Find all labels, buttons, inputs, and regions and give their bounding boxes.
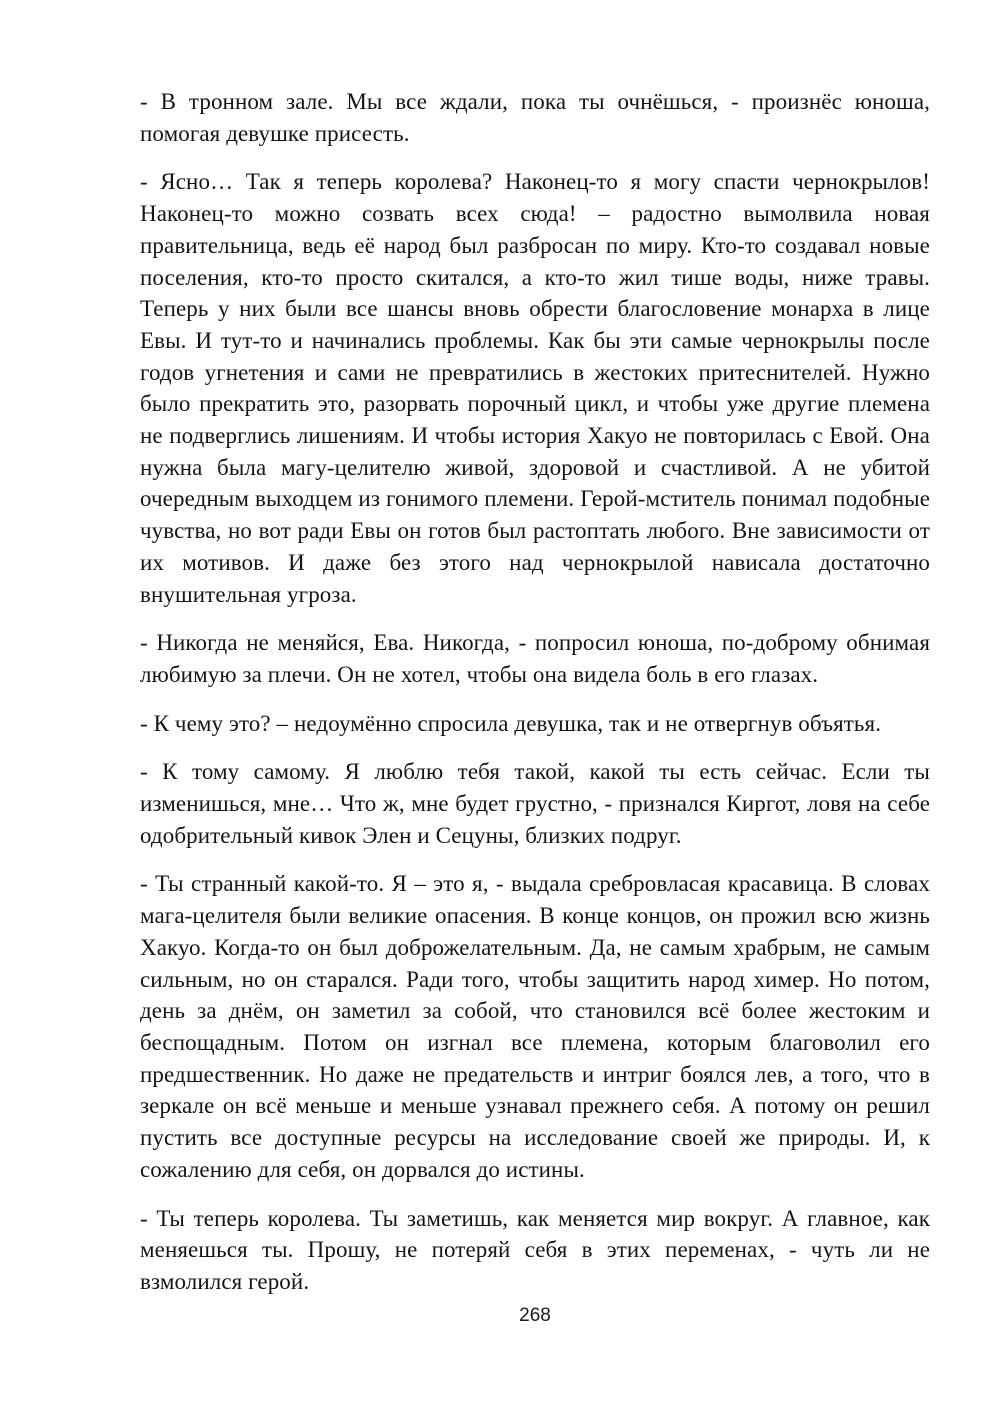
paragraph-7: - Ты теперь королева. Ты заметишь, как меняется мир вокруг. А главное, как меняешься ты. Прошу, не потеряй себя в этих переменах, - чуть ли не взмолился герой. xyxy=(140,1205,930,1294)
paragraph-4: - К чему это? – недоумённо спросила девушка, так и не отвергнув объятья. xyxy=(140,710,882,736)
text-block xyxy=(140,86,930,1315)
page-number: 268 xyxy=(519,1305,551,1326)
paragraph-2: - Ясно… Так я теперь королева? Наконец-то я могу спасти чернокрылов! Наконец-то можно созвать всех сюда! – радостно вымолвила новая правительница, ведь её народ был разбросан по миру. Кто-то создавал новые поселения, кто-то просто скитался, а кто-то жил тише воды, ниже травы. Теперь у них были все шансы вновь обрести благословение монарха в лице Евы. И тут-то и начинались проблемы. Как бы эти самые чернокрылы после годов угнетения и сами не превратились в жестоких притеснителей. Нужно было прекратить это, разорвать порочный цикл, и чтобы уже другие племена не подверглись лишениям. И чтобы история Хакуо не повторилась с Евой. Она нужна была магу-целителю живой, здоровой и счастливой. А не убитой очередным выходцем из гонимого племени. Герой-мститель понимал подобные чувства, но вот ради Евы он готов был растоптать любого. Вне зависимости от их мотивов. И даже без этого над чернокрылой нависала достаточно внушительная угроза. xyxy=(140,169,930,607)
paragraph-6: - Ты странный какой-то. Я – это я, - выдала сребровласая красавица. В словах мага-целителя были великие опасения. В конце концов, он прожил всю жизнь Хакуо. Когда-то он был доброжелательным. Да, не самым храбрым, не самым сильным, но он старался. Ради того, чтобы защитить народ химер. Но потом, день за днём, он заметил за собой, что становился всё более жестоким и беспощадным. Потом он изгнал все племена, которым благоволил его предшественник. Но даже не предательств и интриг боялся лев, а того, что в зеркале он всё меньше и меньше узнавал прежнего себя. А потому он решил пустить все доступные ресурсы на исследование своей же природы. И, к сожалению для себя, он дорвался до истины. xyxy=(140,871,930,1182)
paragraph-1: - В тронном зале. Мы все ждали, пока ты очнёшься, - произнёс юноша, помогая девушке присесть. xyxy=(140,89,930,146)
paragraph-5: - К тому самому. Я люблю тебя такой, какой ты есть сейчас. Если ты изменишься, мне… Что ж, мне будет грустно, - признался Киргот, ловя на себе одобрительный кивок Элен и Сецуны, близких подруг. xyxy=(140,759,930,848)
paragraph-3: - Никогда не меняйся, Ева. Никогда, - попросил юноша, по-доброму обнимая любимую за плечи. Он не хотел, чтобы она видела боль в его глазах. xyxy=(140,630,930,687)
